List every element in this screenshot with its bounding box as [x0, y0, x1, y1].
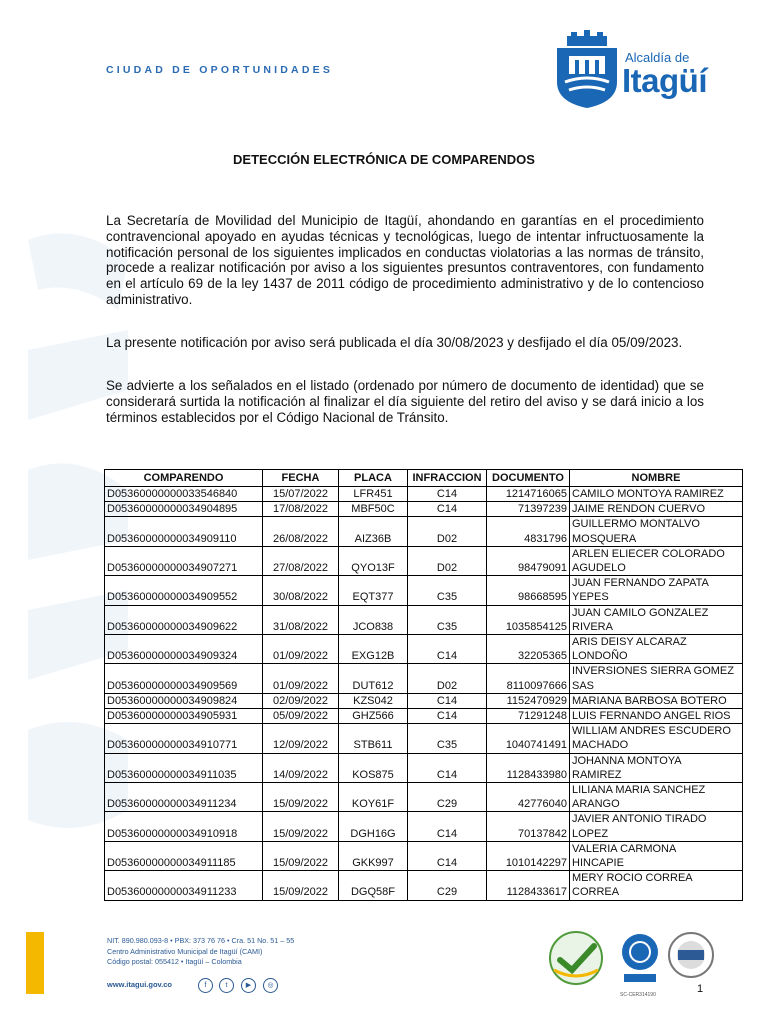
cell-comparendo: D05360000000034907271 — [105, 546, 263, 575]
cell-documento: 1040741491 — [487, 724, 570, 753]
nombre-line-2: MOSQUERA — [572, 532, 637, 545]
cell-comparendo: D05360000000034910918 — [105, 812, 263, 841]
footer-line-postal: Código postal: 055412 • Itagüí – Colombia — [107, 957, 242, 966]
cell-infraccion: C35 — [408, 724, 487, 753]
cell-comparendo: D05360000000034909110 — [105, 517, 263, 546]
cell-documento: 8110097666 — [487, 664, 570, 693]
table-row — [105, 502, 743, 517]
cell-fecha: 02/09/2022 — [263, 693, 339, 708]
cell-fecha: 30/08/2022 — [263, 576, 339, 605]
certification-code: SC-CER314190 — [620, 992, 656, 998]
cell-infraccion: C14 — [408, 635, 487, 664]
nombre-line-1: JAVIER ANTONIO TIRADO — [572, 813, 707, 826]
nombre-line-2: HINCAPIE — [572, 857, 624, 870]
nombre-line-2: YEPES — [572, 591, 609, 604]
cell-documento: 1010142297 — [487, 841, 570, 870]
cell-nombre — [570, 664, 743, 693]
cell-documento: 1128433980 — [487, 753, 570, 782]
header-documento: DOCUMENTO — [487, 470, 570, 487]
footer-address — [107, 936, 294, 968]
cell-fecha: 15/09/2022 — [263, 783, 339, 812]
cell-infraccion: C35 — [408, 605, 487, 634]
paragraph-intro: La Secretaría de Movilidad del Municipio de Itagüí, ahondando en garantías en el procedimiento contravencional apoyado en ayudas técnicas y tecnológicas, luego de intentar infructuosamente la notificación personal de los siguientes implicados en conductas violatorias a las normas de tránsito, procede a realizar notificación por aviso a los siguientes presuntos contraventores, con fundamento en el artículo 69 de la ley 1437 de 2011 código de procedimiento administrativo y de lo contencioso administrativo. — [106, 213, 704, 307]
header-comparendo: COMPARENDO — [105, 470, 263, 487]
nombre-line-1: MERY ROCIO CORREA — [572, 872, 693, 885]
footer-line-nit: NIT. 890.980.093-8 • PBX: 373 76 76 • Cra. 51 No. 51 – 55 — [107, 936, 295, 945]
tagline: CIUDAD DE OPORTUNIDADES — [106, 64, 334, 76]
nombre-line-2: MACHADO — [572, 739, 629, 752]
cell-documento: 1152470929 — [487, 693, 570, 708]
cell-comparendo: D05360000000034909824 — [105, 693, 263, 708]
table-row — [105, 517, 743, 546]
cell-documento: 32205365 — [487, 635, 570, 664]
table-row — [105, 635, 743, 664]
cell-fecha: 27/08/2022 — [263, 546, 339, 575]
cell-nombre — [570, 576, 743, 605]
nombre-line-2: SAS — [572, 679, 595, 692]
cell-placa: GKK997 — [339, 841, 408, 870]
cell-documento: 71291248 — [487, 709, 570, 724]
cell-comparendo: D05360000000034911233 — [105, 871, 263, 900]
nombre-line-2: ARANGO — [572, 798, 620, 811]
cell-infraccion: C29 — [408, 871, 487, 900]
cell-nombre — [570, 709, 743, 724]
cell-placa: KOS875 — [339, 753, 408, 782]
cell-comparendo: D05360000000033546840 — [105, 487, 263, 502]
cell-placa: GHZ566 — [339, 709, 408, 724]
table-row — [105, 871, 743, 900]
nombre-line-2: RIVERA — [572, 620, 613, 633]
document-title: DETECCIÓN ELECTRÓNICA DE COMPARENDOS — [233, 152, 535, 167]
cell-fecha: 12/09/2022 — [263, 724, 339, 753]
cell-documento: 1128433617 — [487, 871, 570, 900]
cell-infraccion: C14 — [408, 753, 487, 782]
table-row — [105, 664, 743, 693]
cell-infraccion: C14 — [408, 841, 487, 870]
table-row — [105, 753, 743, 782]
nombre-line-2: LONDOÑO — [572, 650, 628, 663]
table-row — [105, 724, 743, 753]
logo-text-itagui: Itagüí — [622, 62, 707, 99]
cell-infraccion: C35 — [408, 576, 487, 605]
cell-comparendo: D05360000000034909622 — [105, 605, 263, 634]
icontec-iso-9001-icon — [620, 930, 660, 986]
cell-fecha: 01/09/2022 — [263, 664, 339, 693]
table-row — [105, 709, 743, 724]
cell-placa: KZS042 — [339, 693, 408, 708]
nombre-line-1: MARIANA BARBOSA BOTERO — [572, 694, 727, 707]
cell-comparendo: D05360000000034909324 — [105, 635, 263, 664]
cell-infraccion: C14 — [408, 812, 487, 841]
nombre-line-2: LOPEZ — [572, 827, 609, 840]
cell-infraccion: C29 — [408, 783, 487, 812]
website-link[interactable]: www.itagui.gov.co — [107, 980, 173, 989]
cell-fecha: 01/09/2022 — [263, 635, 339, 664]
cell-comparendo: D05360000000034904895 — [105, 502, 263, 517]
cell-infraccion: C14 — [408, 709, 487, 724]
cell-placa: QYO13F — [339, 546, 408, 575]
facebook-icon[interactable]: f — [198, 978, 213, 993]
cell-comparendo: D05360000000034911035 — [105, 753, 263, 782]
table-row — [105, 841, 743, 870]
accent-bar — [26, 932, 44, 994]
cell-nombre — [570, 841, 743, 870]
nombre-line-1: INVERSIONES SIERRA GOMEZ — [572, 665, 734, 678]
cell-nombre — [570, 502, 743, 517]
nombre-line-1: JUAN FERNANDO ZAPATA — [572, 577, 709, 590]
cell-placa: AIZ36B — [339, 517, 408, 546]
nombre-line-1: GUILLERMO MONTALVO — [572, 518, 700, 531]
paragraph-warning: Se advierte a los señalados en el listado (ordenado por número de documento de identidad) que se considerará surtida la notificación al finalizar el día siguiente del retiro del aviso y se dará inicio a los términos establecidos por el Código Nacional de Tránsito. — [106, 378, 704, 425]
table-row — [105, 693, 743, 708]
cell-comparendo: D05360000000034909569 — [105, 664, 263, 693]
cell-infraccion: D02 — [408, 546, 487, 575]
comparendos-table — [104, 469, 743, 901]
cell-placa: JCO838 — [339, 605, 408, 634]
table-row — [105, 605, 743, 634]
cell-fecha: 15/09/2022 — [263, 841, 339, 870]
iqnet-certification-icon — [666, 930, 716, 980]
header-nombre: NOMBRE — [570, 470, 743, 487]
footer-line-center: Centro Administrativo Municipal de Itagüí (CAMI) — [107, 946, 263, 956]
table-row — [105, 783, 743, 812]
cell-comparendo: D05360000000034909552 — [105, 576, 263, 605]
youtube-icon[interactable]: ▶ — [241, 978, 256, 993]
cell-fecha: 17/08/2022 — [263, 502, 339, 517]
cell-nombre — [570, 635, 743, 664]
cell-comparendo: D05360000000034911185 — [105, 841, 263, 870]
cell-placa: DGQ58F — [339, 871, 408, 900]
certification-seal-icon — [538, 930, 614, 986]
cell-placa: LFR451 — [339, 487, 408, 502]
nombre-line-1: LUIS FERNANDO ANGEL RIOS — [572, 710, 731, 723]
nombre-line-1: CAMILO MONTOYA RAMIREZ — [572, 488, 724, 500]
cell-documento: 98479091 — [487, 546, 570, 575]
table-row — [105, 487, 743, 502]
cell-infraccion: C14 — [408, 502, 487, 517]
nombre-line-1: JOHANNA MONTOYA — [572, 754, 682, 767]
cell-documento: 42776040 — [487, 783, 570, 812]
nombre-line-1: VALERIA CARMONA — [572, 842, 677, 855]
cell-documento: 4831796 — [487, 517, 570, 546]
cell-documento: 1035854125 — [487, 605, 570, 634]
cell-comparendo: D05360000000034910771 — [105, 724, 263, 753]
header-infraccion: INFRACCION — [408, 470, 487, 487]
nombre-line-1: JUAN CAMILO GONZALEZ — [572, 606, 709, 619]
cell-nombre — [570, 812, 743, 841]
cell-fecha: 15/07/2022 — [263, 487, 339, 502]
header-fecha: FECHA — [263, 470, 339, 487]
cell-nombre — [570, 487, 743, 502]
cell-documento: 98668595 — [487, 576, 570, 605]
cell-fecha: 15/09/2022 — [263, 871, 339, 900]
cell-documento: 70137842 — [487, 812, 570, 841]
cell-nombre — [570, 724, 743, 753]
cell-nombre — [570, 546, 743, 575]
table-row — [105, 812, 743, 841]
nombre-line-1: WILLIAM ANDRES ESCUDERO — [572, 725, 731, 738]
paragraph-publication-dates: La presente notificación por aviso será publicada el día 30/08/2023 y desfijado el día 05/09/2023. — [106, 335, 683, 350]
cell-placa: STB611 — [339, 724, 408, 753]
cell-fecha: 14/09/2022 — [263, 753, 339, 782]
cell-infraccion: D02 — [408, 517, 487, 546]
nombre-line-2: AGUDELO — [572, 562, 626, 575]
nombre-line-1: LILIANA MARIA SANCHEZ — [572, 784, 706, 797]
cell-fecha: 15/09/2022 — [263, 812, 339, 841]
cell-infraccion: C14 — [408, 693, 487, 708]
cell-nombre — [570, 517, 743, 546]
cell-comparendo: D05360000000034911234 — [105, 783, 263, 812]
table-header-row — [105, 470, 743, 487]
instagram-icon[interactable]: ◎ — [263, 978, 278, 993]
twitter-icon[interactable]: t — [219, 978, 234, 993]
cell-fecha: 26/08/2022 — [263, 517, 339, 546]
cell-fecha: 31/08/2022 — [263, 605, 339, 634]
header-placa: PLACA — [339, 470, 408, 487]
cell-placa: KOY61F — [339, 783, 408, 812]
cell-nombre — [570, 753, 743, 782]
table-row — [105, 576, 743, 605]
table-row — [105, 546, 743, 575]
cell-placa: EQT377 — [339, 576, 408, 605]
cell-nombre — [570, 871, 743, 900]
cell-placa: MBF50C — [339, 502, 408, 517]
nombre-line-1: ARLEN ELIECER COLORADO — [572, 547, 725, 560]
cell-nombre — [570, 693, 743, 708]
cell-placa: DUT612 — [339, 664, 408, 693]
cell-placa: DGH16G — [339, 812, 408, 841]
nombre-line-1: ARIS DEISY ALCARAZ — [572, 636, 687, 649]
cell-infraccion: C14 — [408, 487, 487, 502]
nombre-line-2: RAMIREZ — [572, 768, 622, 781]
cell-documento: 1214716065 — [487, 487, 570, 502]
cell-fecha: 05/09/2022 — [263, 709, 339, 724]
page-number: 1 — [697, 983, 704, 995]
cell-nombre — [570, 783, 743, 812]
cell-placa: EXG12B — [339, 635, 408, 664]
logo-text-alcaldia: Alcaldía de — [625, 50, 690, 65]
nombre-line-2: CORREA — [572, 886, 620, 899]
cell-documento: 71397239 — [487, 502, 570, 517]
cell-infraccion: D02 — [408, 664, 487, 693]
cell-nombre — [570, 605, 743, 634]
cell-comparendo: D05360000000034905931 — [105, 709, 263, 724]
nombre-line-1: JAIME RENDON CUERVO — [572, 503, 706, 516]
